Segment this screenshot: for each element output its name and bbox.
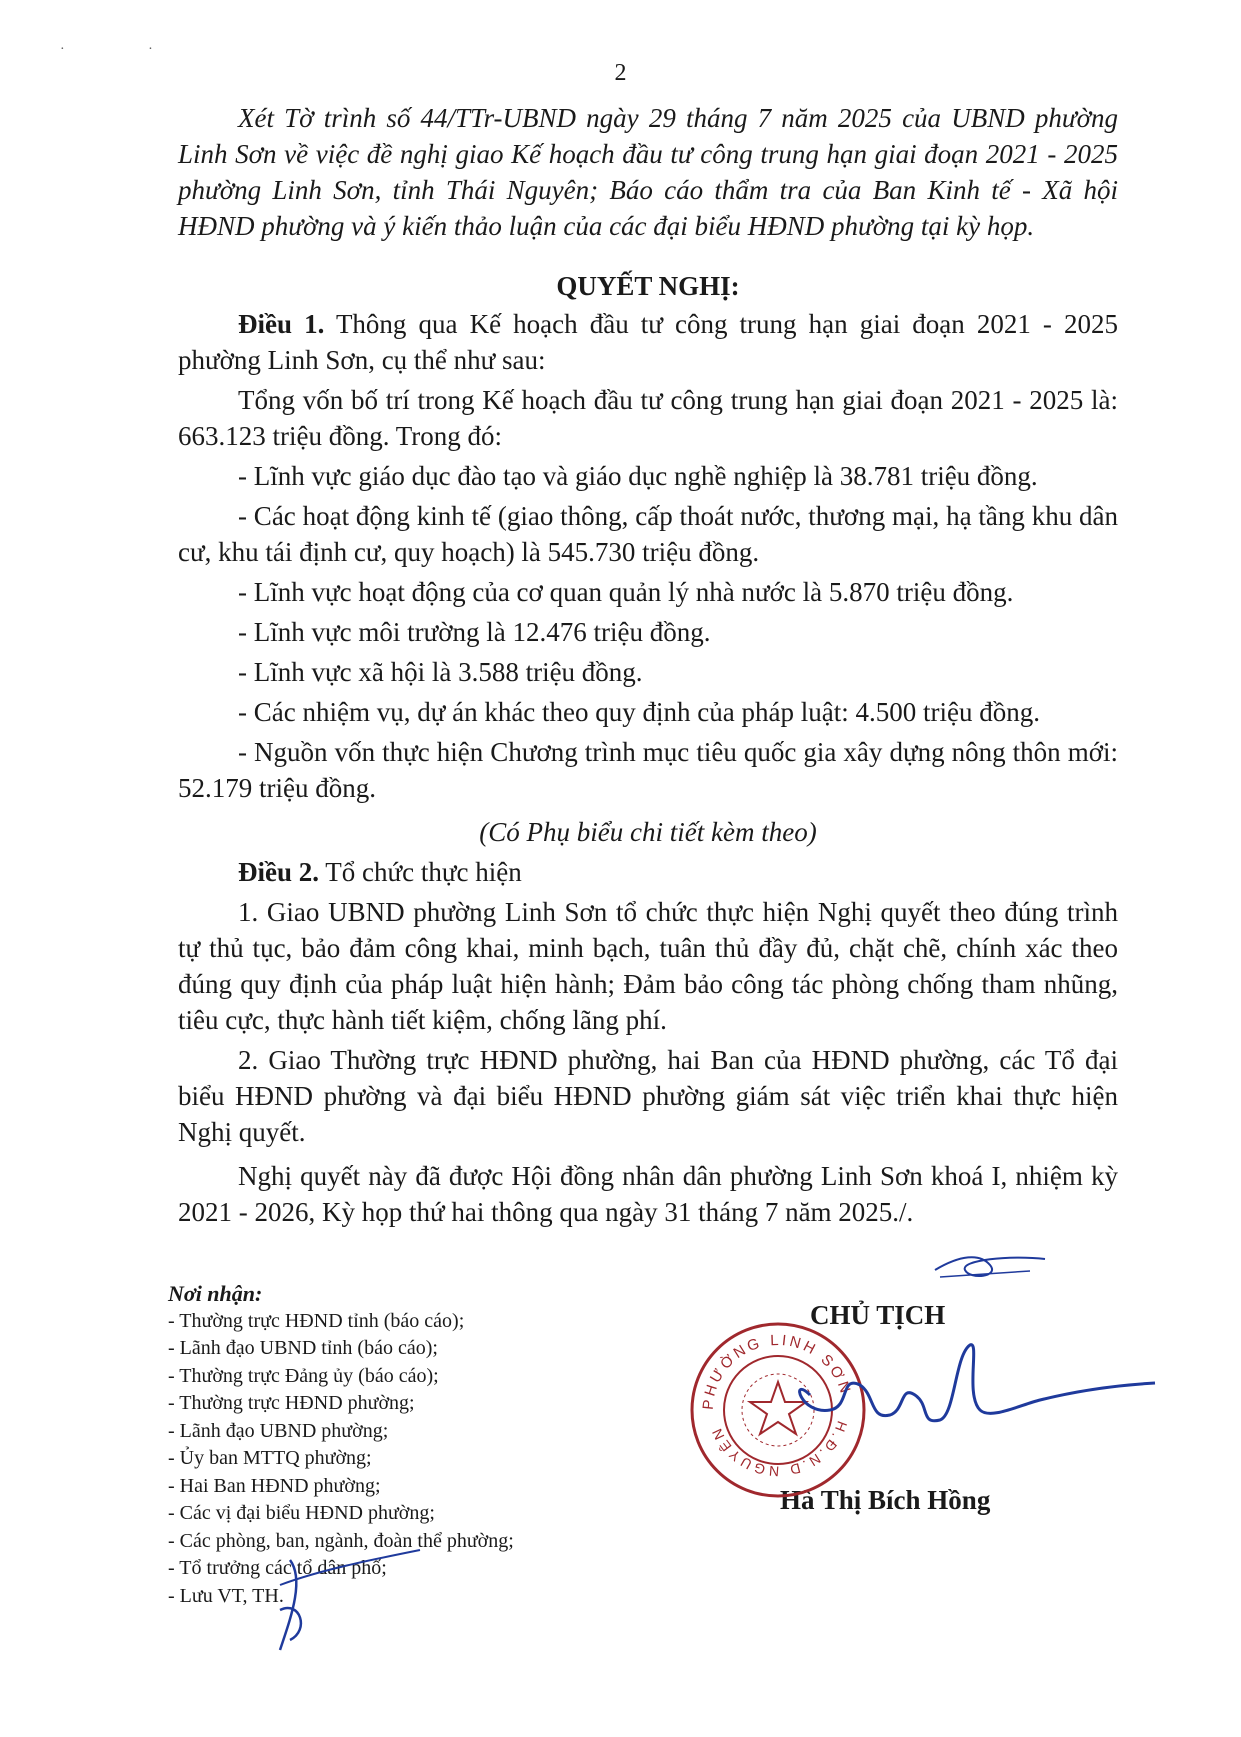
signature-scrawl xyxy=(780,1335,1160,1455)
seal-text-top: PHƯỜNG LINH SƠN xyxy=(699,1331,855,1411)
recipient-item: - Thường trực HĐND tỉnh (báo cáo); xyxy=(168,1309,465,1332)
appendix-note: (Có Phụ biểu chi tiết kèm theo) xyxy=(479,817,817,847)
recipient-item: - Lưu VT, TH. xyxy=(168,1584,284,1607)
closing-flourish-mark xyxy=(930,1245,1050,1285)
recipients-title: Nơi nhận: xyxy=(168,1281,263,1306)
scan-specks: · · xyxy=(60,42,193,57)
article-2-label: Điều 2. xyxy=(238,857,319,887)
recipient-item: - Thường trực Đảng ủy (báo cáo); xyxy=(168,1364,439,1387)
seal-text-bottom: H.Đ.N.D NGUYÊN xyxy=(707,1419,851,1480)
list-item: 1. Giao UBND phường Linh Sơn tổ chức thực hiện Nghị quyết theo đúng trình tự thủ tục, bảo đảm công khai, minh bạch, tuân thủ đầy đủ, chặt chẽ, chính xác theo đúng quy định của pháp luật hiện hành; Đảm bảo công tác phòng chống tham nhũng, tiêu cực, thực hành tiết kiệm, chống lãng phí. xyxy=(178,897,1118,1035)
recipient-item: - Thường trực HĐND phường; xyxy=(168,1392,415,1414)
list-item: - Các nhiệm vụ, dự án khác theo quy định của pháp luật: 4.500 triệu đồng. xyxy=(238,697,1040,727)
recipient-item: - Ủy ban MTTQ phường; xyxy=(168,1447,372,1469)
recipient-item: - Lãnh đạo UBND phường; xyxy=(168,1419,389,1442)
recipient-item: - Các vị đại biểu HĐND phường; xyxy=(168,1502,435,1524)
closing-statement: Nghị quyết này đã được Hội đồng nhân dân phường Linh Sơn khoá I, nhiệm kỳ 2021 - 2026, Kỳ họp thứ hai thông qua ngày 31 tháng 7 năm 2025./. xyxy=(178,1161,1118,1227)
recipient-item: - Tổ trưởng các tổ dân phố; xyxy=(168,1557,387,1579)
signer-name: Hà Thị Bích Hồng xyxy=(780,1485,991,1515)
recipient-item: - Hai Ban HĐND phường; xyxy=(168,1474,381,1497)
total-capital: Tổng vốn bố trí trong Kế hoạch đầu tư công trung hạn giai đoạn 2021 - 2025 là: 663.123 triệu đồng. Trong đó: xyxy=(178,385,1118,451)
list-item: - Các hoạt động kinh tế (giao thông, cấp thoát nước, thương mại, hạ tầng khu dân cư, khu tái định cư, quy hoạch) là 545.730 triệu đồng. xyxy=(178,501,1118,567)
document-body xyxy=(178,100,1118,1230)
list-item: 2. Giao Thường trực HĐND phường, hai Ban của HĐND phường, các Tổ đại biểu HĐND phường và đại biểu HĐND phường giám sát việc triển khai thực hiện Nghị quyết. xyxy=(178,1045,1118,1147)
preamble: Xét Tờ trình số 44/TTr-UBND ngày 29 tháng 7 năm 2025 của UBND phường Linh Sơn về việc đề nghị giao Kế hoạch đầu tư công trung hạn giai đoạn 2021 - 2025 phường Linh Sơn, tỉnh Thái Nguyên; Báo cáo thẩm tra của Ban Kinh tế - Xã hội HĐND phường và ý kiến thảo luận của các đại biểu HĐND phường tại kỳ họp. xyxy=(178,103,1118,241)
recipient-item: - Lãnh đạo UBND tỉnh (báo cáo); xyxy=(168,1337,438,1359)
list-item: - Lĩnh vực môi trường là 12.476 triệu đồng. xyxy=(238,617,711,647)
initial-mark xyxy=(250,1540,430,1660)
list-item: - Lĩnh vực xã hội là 3.588 triệu đồng. xyxy=(238,657,643,687)
article-2 xyxy=(178,854,1118,890)
recipient-item: - Các phòng, ban, ngành, đoàn thể phường; xyxy=(168,1529,514,1552)
page-number: 2 xyxy=(614,60,627,86)
list-item: - Lĩnh vực giáo dục đào tạo và giáo dục nghề nghiệp là 38.781 triệu đồng. xyxy=(238,461,1038,491)
article-2-text: Tổ chức thực hiện xyxy=(319,857,522,887)
article-1 xyxy=(178,306,1118,378)
section-heading: QUYẾT NGHỊ: xyxy=(556,271,740,301)
article-1-label: Điều 1. xyxy=(238,309,325,339)
list-item: - Lĩnh vực hoạt động của cơ quan quản lý nhà nước là 5.870 triệu đồng. xyxy=(238,577,1014,607)
article-1-text: Thông qua Kế hoạch đầu tư công trung hạn giai đoạn 2021 - 2025 phường Linh Sơn, cụ thể như sau: xyxy=(178,309,1119,375)
signer-title: CHỦ TỊCH xyxy=(810,1300,946,1330)
list-item: - Nguồn vốn thực hiện Chương trình mục tiêu quốc gia xây dựng nông thôn mới: 52.179 triệu đồng. xyxy=(178,737,1118,803)
